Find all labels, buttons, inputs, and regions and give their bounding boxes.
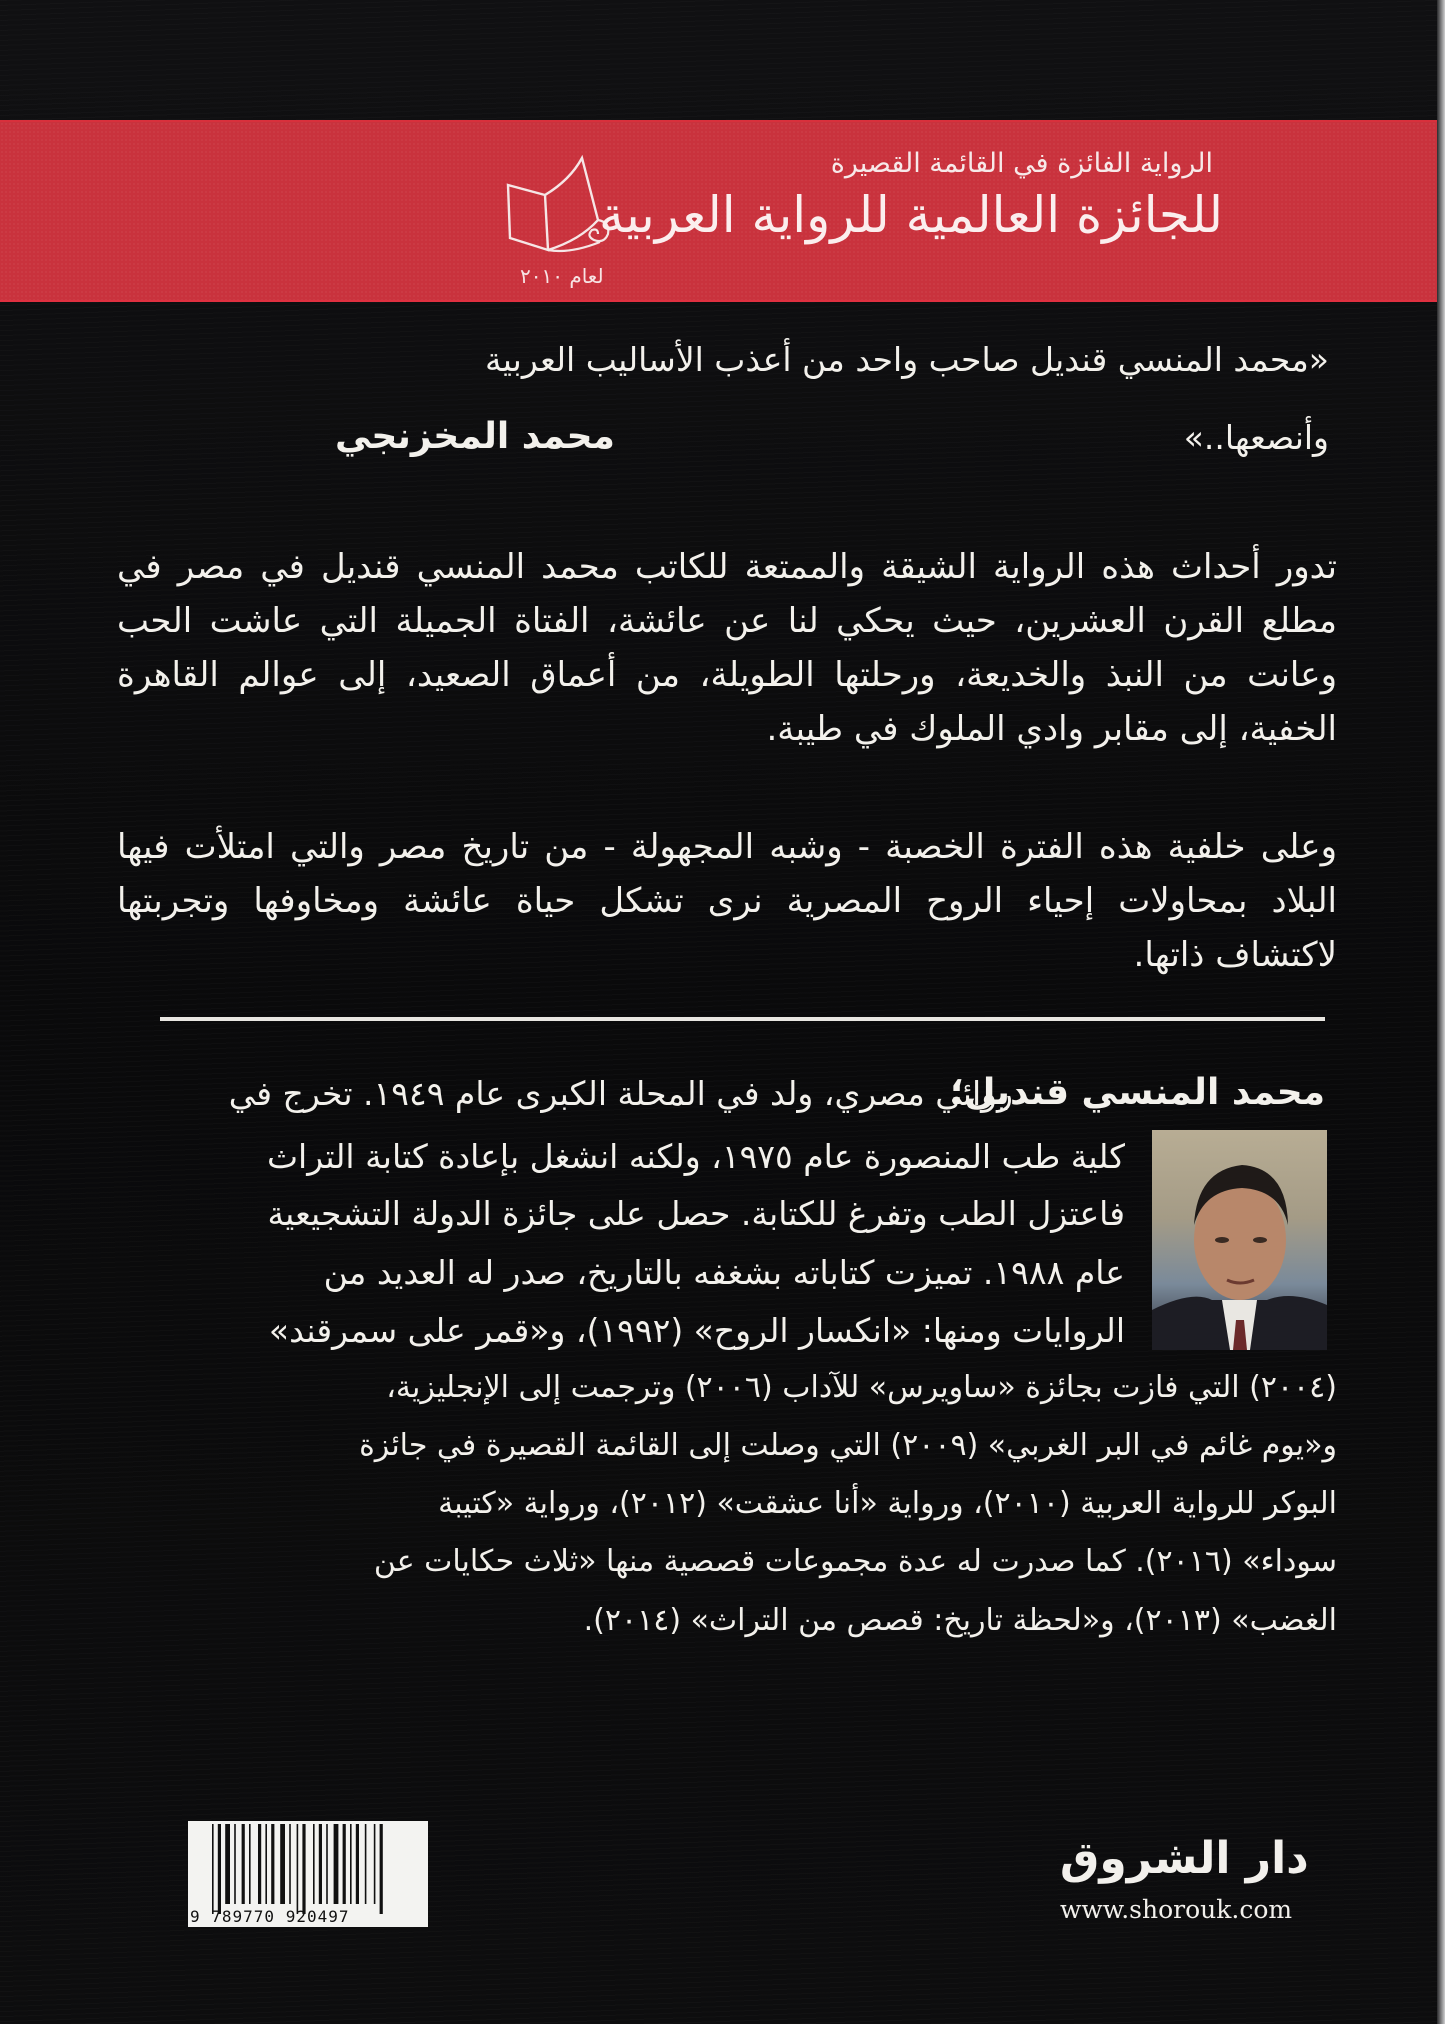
barcode-bar (326, 1824, 328, 1904)
bio-line: البوكر للرواية العربية (٢٠١٠)، ورواية «أنا عشقت» (٢٠١٢)، ورواية «كتيبة (438, 1486, 1337, 1521)
barcode-bar (313, 1824, 315, 1904)
barcode-bar (289, 1824, 291, 1904)
bio-line: سوداء» (٢٠١٦). كما صدرت له عدة مجموعات قصصية منها «ثلاث حكايات عن (373, 1544, 1337, 1579)
barcode-bar (374, 1824, 376, 1904)
award-subtitle: الرواية الفائزة في القائمة القصيرة (830, 148, 1213, 179)
barcode-bar (225, 1824, 230, 1904)
barcode-bar (242, 1824, 245, 1904)
barcode-bar (218, 1824, 221, 1914)
award-title: للجائزة العالمية للرواية العربية (599, 186, 1223, 244)
publisher-website[interactable]: www.shorouk.com (1060, 1895, 1293, 1924)
barcode-bar (234, 1824, 236, 1904)
bio-line: روائي مصري، ولد في المحلة الكبرى عام ١٩٤٩. تخرج في (228, 1074, 1013, 1113)
barcode-bar (350, 1824, 352, 1904)
barcode-bar (249, 1824, 251, 1904)
barcode-bar (265, 1824, 267, 1904)
author-photo (1152, 1130, 1327, 1350)
barcode-bars (210, 1824, 415, 1914)
bio-line: فاعتزل الطب وتفرغ للكتابة. حصل على جائزة الدولة التشجيعية (267, 1194, 1125, 1233)
barcode-bar (258, 1824, 261, 1904)
barcode-bar (334, 1824, 339, 1904)
award-year: لعام ٢٠١٠ (520, 264, 604, 288)
bio-line: الروايات ومنها: «انكسار الروح» (١٩٩٢)، و«قمر على سمرقند» (268, 1311, 1125, 1350)
barcode-bar (297, 1824, 299, 1914)
bio-line: (٢٠٠٤) التي فازت بجائزة «ساويرس» للآداب (٢٠٠٦) وترجمت إلى الإنجليزية، (386, 1370, 1337, 1405)
quote-author: محمد المخزنجي (335, 416, 615, 457)
publisher-logo: دار الشروق (1060, 1833, 1309, 1884)
isbn-barcode (188, 1821, 428, 1927)
barcode-bar (319, 1824, 322, 1904)
cover-edge (1437, 0, 1445, 2024)
quote-line-1: «محمد المنسي قنديل صاحب واحد من أعذب الأساليب العربية (485, 340, 1329, 379)
barcode-bar (212, 1824, 214, 1914)
barcode-bar (343, 1824, 346, 1904)
synopsis-paragraph-2: وعلى خلفية هذه الفترة الخصبة - وشبه المجهولة - من تاريخ مصر والتي امتلأت فيها البلاد بمحاولات إحياء الروح المصرية نرى تشكل حياة عائشة ومخاوفها وتجربتها لاكتشاف ذاتها. (117, 827, 1337, 975)
barcode-bar (356, 1824, 359, 1904)
bio-line: و«يوم غائم في البر الغربي» (٢٠٠٩) التي وصلت إلى القائمة القصيرة في جائزة (359, 1428, 1337, 1463)
section-divider (160, 1017, 1325, 1021)
bio-line: كلية طب المنصورة عام ١٩٧٥، ولكنه انشغل بإعادة كتابة التراث (266, 1137, 1125, 1176)
barcode-bar (365, 1824, 367, 1904)
barcode-bar (280, 1824, 285, 1904)
barcode-number: 9 789770 920497 (190, 1907, 350, 1926)
barcode-bar (380, 1824, 383, 1914)
barcode-bar (302, 1824, 305, 1914)
synopsis-paragraph-1: تدور أحداث هذه الرواية الشيقة والممتعة للكاتب محمد المنسي قنديل في مصر في مطلع القرن العشرين، حيث يحكي لنا عن عائشة، الفتاة الجميلة التي عاشت الحب وعانت من النبذ والخديعة، ورحلتها الطويلة، من أعماق الصعيد، إلى عوالم القاهرة الخفية، إلى مقابر وادي الملوك في طيبة. (117, 547, 1337, 749)
bio-author-name: محمد المنسي قنديل؛ (949, 1072, 1325, 1113)
bio-line: عام ١٩٨٨. تميزت كتاباته بشغفه بالتاريخ، صدر له العديد من (323, 1253, 1125, 1292)
bio-line: الغضب» (٢٠١٣)، و«لحظة تاريخ: قصص من التراث» (٢٠١٤). (583, 1603, 1337, 1638)
author-portrait-icon (1152, 1130, 1327, 1350)
barcode-bar (271, 1824, 274, 1904)
quote-line-2: وأنصعها..» (1183, 418, 1329, 457)
